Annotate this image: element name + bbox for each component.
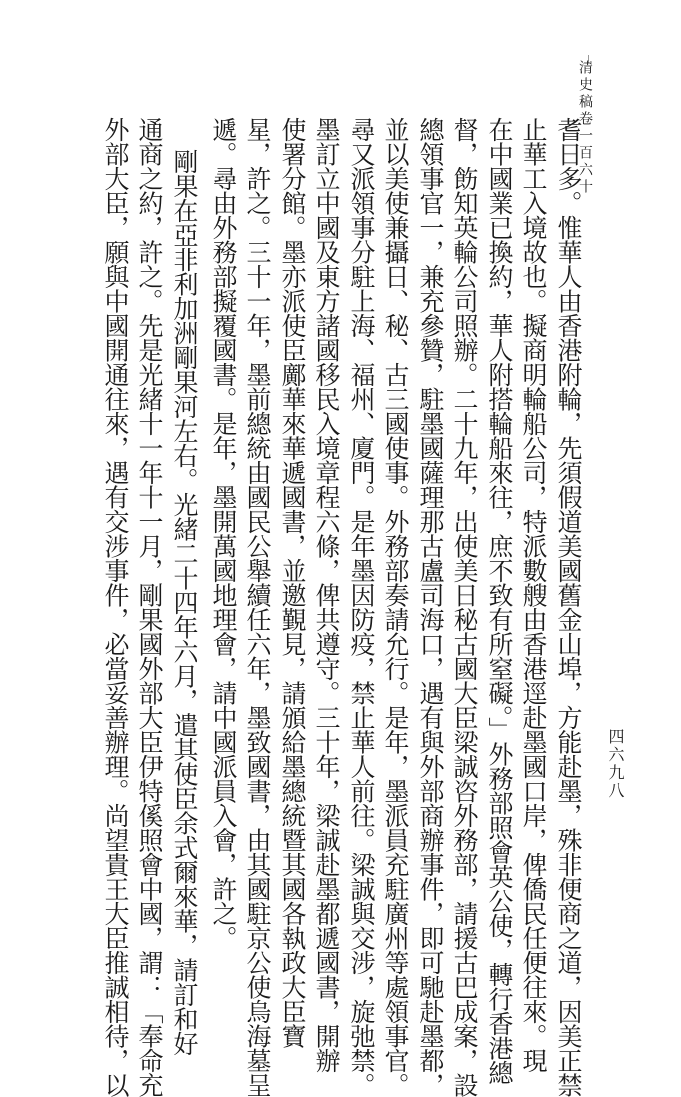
text-column: 尋又派領事分駐上海、福州、廈門。是年墨因防疫，禁止華人前往。梁誠與交涉，旋弛禁。 (347, 117, 376, 1097)
text-column: 總領事官一，兼充參贊，駐墨國薩理那古盧司海口，遇有與外部商辦事件，即可馳赴墨都， (416, 117, 445, 1097)
text-column: 遞。尋由外務部擬覆國書。是年，墨開萬國地理會，請中國派員入會，許之。 (209, 117, 238, 950)
text-column: 使署分館。墨亦派使臣鄺華來華遞國書，並邀覲見，請頒給墨總統暨其國各執政大臣寶 (278, 117, 307, 1048)
text-column: 督，飭知英輪公司照辦。二十九年，出使美日秘古國大臣梁誠咨外務部，請援古巴成案，設 (450, 117, 479, 1097)
text-column: 墨訂立中國及東方諸國移民入境章程六條，俾共遵守。三十年，梁誠赴墨都遞國書，開辦 (312, 117, 341, 1073)
text-column: 在中國業已換約，華人附搭輪船來往，庶不致有所窒礙。」外務部照會英公使，轉行香港總 (485, 117, 514, 1085)
text-column: 剛果在亞非利加洲剛果河左右。光緒二十四年六月，遣其使臣余式爾來華，請訂和好 (170, 149, 199, 1056)
text-column: 外部大臣，願與中國開通往來，遇有交涉事件，必當妥善辦理。尚望貴王大臣推誠相待，以 (101, 117, 130, 1097)
text-column: 止華工入境故也。擬商明輪船公司，特派數艘由香港逕赴墨國口岸，俾僑民任便往來。現 (519, 117, 548, 1073)
text-column: 耆日多。惟華人由香港附輪，先須假道美國舊金山埠，方能赴墨，殊非便商之道，因美正禁 (554, 117, 583, 1097)
running-title: 清史稿卷一百六十 (577, 60, 593, 196)
text-column: 通商之約，許之。先是光緒十一年十一月，剛果國外部大臣伊特傒照會中國，謂：「奉命充 (135, 117, 164, 1097)
page-number: 四六九八 (606, 728, 625, 800)
text-column: 並以美使兼攝日、秘、古三國使事。外務部奏請允行。是年，墨派員充駐廣州等處領事官。 (381, 117, 410, 1097)
text-column: 星，許之。三十一年，墨前總統由國民公舉續任六年，墨致國書，由其國駐京公使烏海墓呈 (243, 117, 272, 1097)
